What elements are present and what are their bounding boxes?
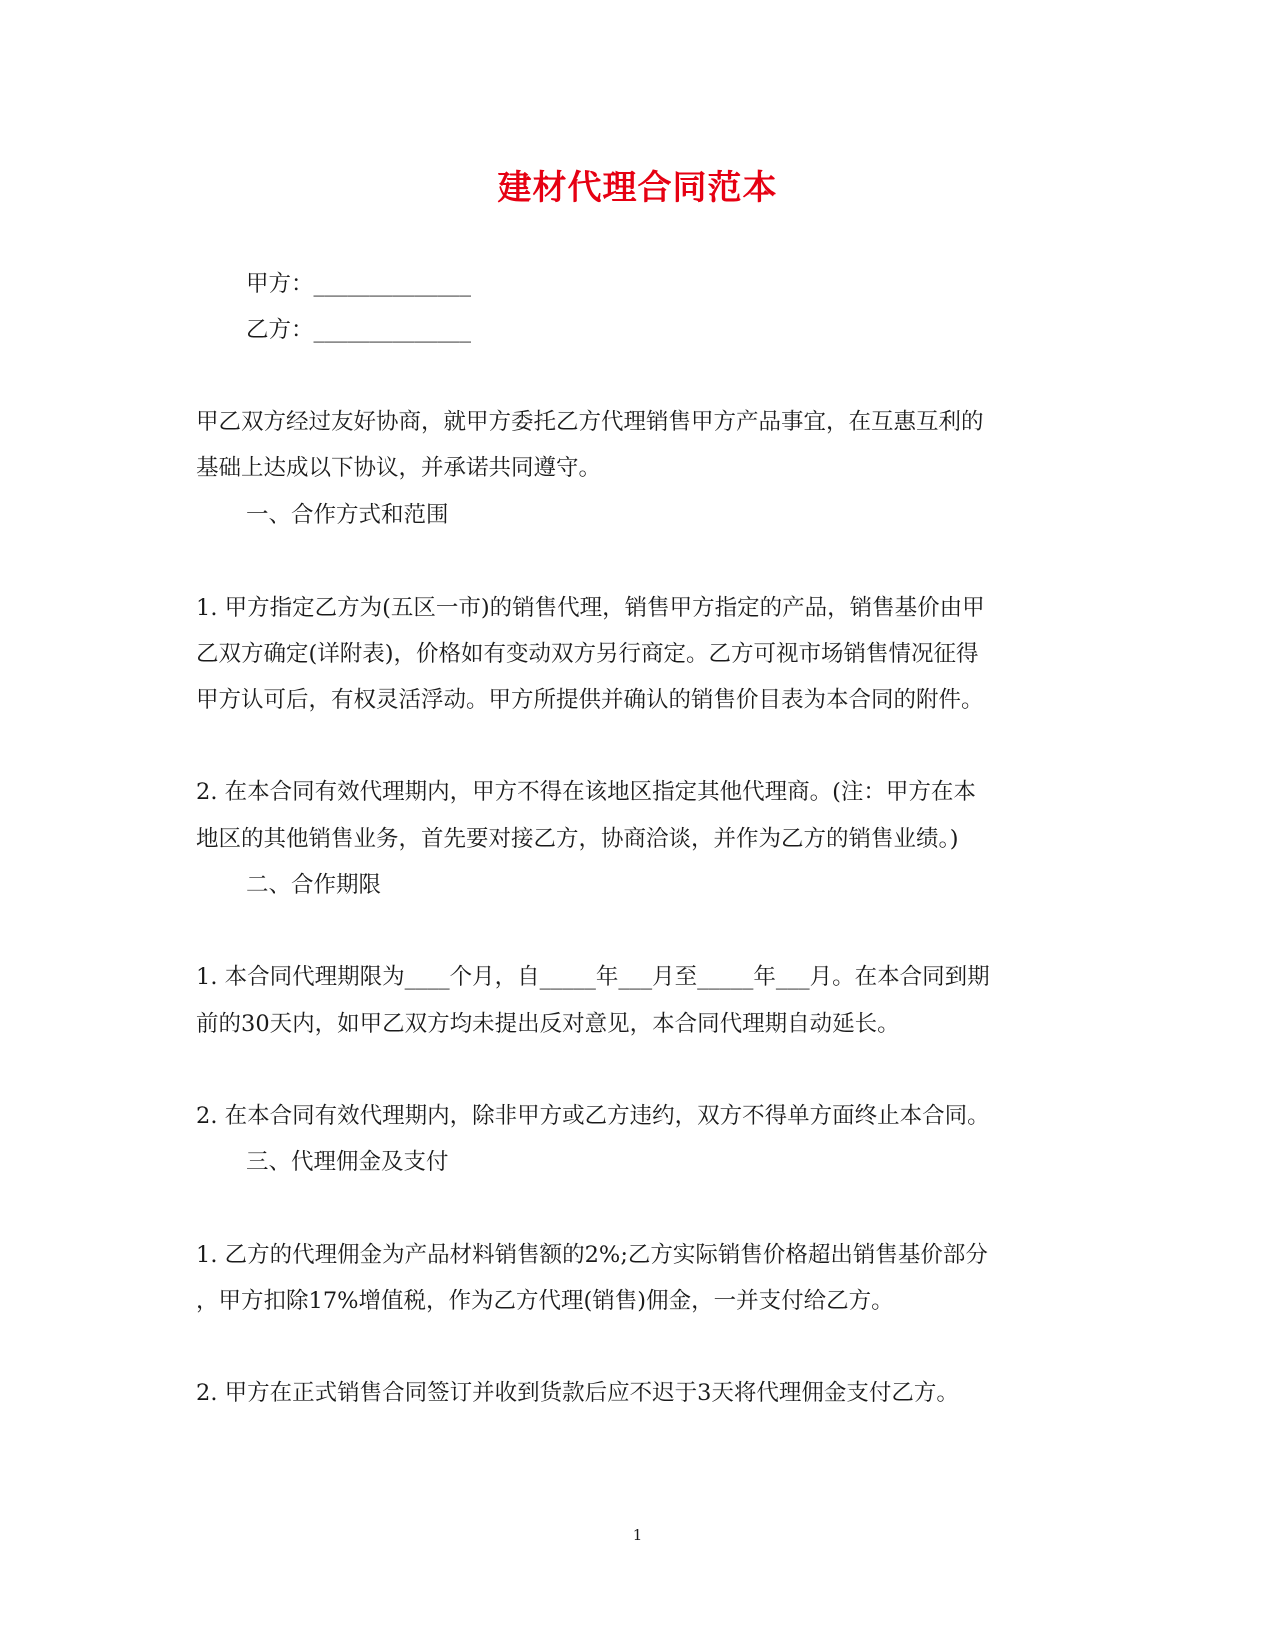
section-1-clause-2-line-1: 2. 在本合同有效代理期内，甲方不得在该地区指定其他代理商。(注：甲方在本 [196, 779, 976, 805]
section-1-clause-1-line-2: 乙双方确定(详附表)，价格如有变动双方另行商定。乙方可视市场销售情况征得 [196, 641, 979, 667]
section-3-clause-1-line-1: 1. 乙方的代理佣金为产品材料销售额的2%;乙方实际销售价格超出销售基价部分 [196, 1242, 988, 1268]
section-1-clause-1-line-3: 甲方认可后，有权灵活浮动。甲方所提供并确认的销售价目表为本合同的附件。 [196, 687, 984, 713]
section-2-clause-1-line-2: 前的30天内，如甲乙双方均未提出反对意见，本合同代理期自动延长。 [196, 1011, 900, 1037]
section-1-clause-1-line-1: 1. 甲方指定乙方为(五区一市)的销售代理，销售甲方指定的产品，销售基价由甲 [196, 595, 985, 621]
section-3-clause-1-line-2: ，甲方扣除17%增值税，作为乙方代理(销售)佣金，一并支付给乙方。 [196, 1288, 894, 1314]
page-number: 1 [632, 1526, 643, 1544]
party-b-field: 乙方：______________ [246, 317, 472, 343]
section-3-clause-2: 2. 甲方在正式销售合同签订并收到货款后应不迟于3天将代理佣金支付乙方。 [196, 1380, 959, 1406]
intro-line-1: 甲乙双方经过友好协商，就甲方委托乙方代理销售甲方产品事宜，在互惠互利的 [196, 409, 984, 435]
section-3-heading: 三、代理佣金及支付 [246, 1149, 449, 1175]
party-a-field: 甲方：______________ [246, 271, 472, 297]
intro-line-2: 基础上达成以下协议，并承诺共同遵守。 [196, 455, 602, 481]
section-2-clause-1-line-1: 1. 本合同代理期限为____个月，自_____年___月至_____年___月。在本合同到期 [196, 964, 990, 990]
section-1-clause-2-line-2: 地区的其他销售业务，首先要对接乙方，协商洽谈，并作为乙方的销售业绩。) [196, 826, 959, 852]
section-1-heading: 一、合作方式和范围 [246, 502, 449, 528]
document-title: 建材代理合同范本 [497, 168, 778, 208]
section-2-clause-2: 2. 在本合同有效代理期内，除非甲方或乙方违约，双方不得单方面终止本合同。 [196, 1103, 990, 1129]
section-2-heading: 二、合作期限 [246, 872, 382, 898]
